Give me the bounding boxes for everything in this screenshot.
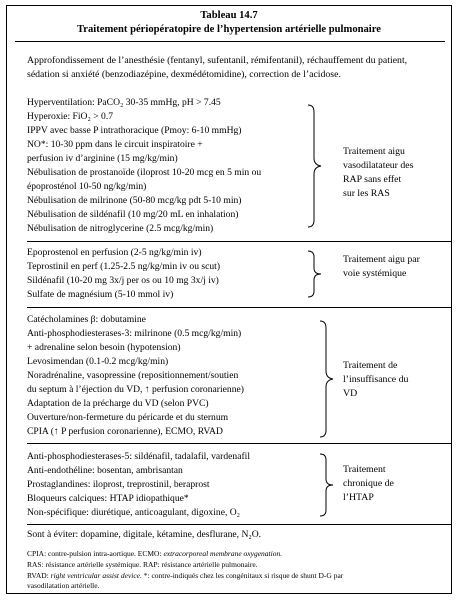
group1-label: sur les RAS: [343, 188, 390, 199]
footnote-ras-rap: RAS: résistance artérielle systémique. RAP: résistance artérielle pulmonaire.: [27, 560, 258, 569]
group2-item: Sildénafil (10-20 mg 3x/j per os ou 10 mg 3x/j iv): [27, 275, 219, 286]
separator: [27, 524, 452, 525]
group1-label: Traitement aigu: [343, 146, 405, 157]
group1-item: Hyperoxie: FiO₂ > 0.7: [27, 111, 114, 122]
separator: [27, 241, 452, 242]
group1-label: vasodilatateur des: [343, 160, 414, 171]
separator: [27, 443, 452, 444]
group3-label: VD: [343, 388, 358, 399]
group1-item: Nébulisation de prostanoïde (iloprost 10-20 mcg en 5 min ou: [27, 167, 262, 178]
table-title: Traitement périopératopire de l’hypertension artérielle pulmonaire: [77, 24, 381, 35]
intro-line: Approfondissement de l’anesthésie (fentanyl, sufentanil, rémifentanil), réchauffement du patient,: [27, 55, 408, 66]
footnote-ecmo-expansion: extracorporeal membrane oxygenation.: [163, 549, 283, 558]
footnote-cpia: CPIA: contre-pulsion intra-aortique. ECMO: extracorporeal membrane oxygenation.: [27, 549, 283, 558]
group3-item: + adrenaline selon besoin (hypotension): [27, 342, 181, 353]
group2-item: Sulfate de magnésium (5-10 mmol iv): [27, 289, 174, 300]
group2-label: voie systémique: [343, 268, 407, 279]
group3-brace: [317, 319, 337, 439]
group4-item: Bloqueurs calciques: HTAP idiopathique*: [27, 493, 189, 504]
group3-item: Anti-phosphodiesterases-3: milrinone (0.5 mcg/kg/min): [27, 328, 242, 339]
group3-item: Ouverture/non-fermeture du péricarde et du sternum: [27, 412, 229, 423]
group3-label: Traitement de: [343, 360, 398, 371]
group2-item: Teprostinil en perf (1.25-2.5 ng/kg/min iv ou scut): [27, 261, 221, 272]
footnote-rvad-expansion: right ventricular assist device.: [50, 571, 142, 580]
group1-label: RAP sans effet: [343, 174, 402, 185]
group3-item: Levosimendan (0.1-0.2 mcg/kg/min): [27, 356, 169, 367]
group2-label: Traitement aigu par: [343, 254, 420, 265]
group1-item: Nébulisation de sildénafil (10 mg/20 mL en inhalation): [27, 209, 239, 220]
title-rule: [15, 41, 445, 42]
group1-item: Hyperventilation: PaCO₂ 30-35 mmHg, pH > 7.45: [27, 97, 221, 108]
group3-item: Adaptation de la précharge du VD (selon PVC): [27, 398, 209, 409]
group4-item: Anti-endothéline: bosentan, ambrisantan: [27, 465, 183, 476]
table-frame: [6, 5, 452, 594]
group1-item: Nébulisation de nitroglycerine (2.5 mcg/kg/min): [27, 223, 214, 234]
group1-item: Nébulisation de milrinone (50-80 mcg/kg pdt 5-10 min): [27, 195, 242, 206]
group3-label: l’insuffisance du: [343, 374, 409, 385]
group1-item: époprosténol 10-50 ng/kg/min): [27, 181, 147, 192]
group3-item: Catécholamines β: dobutamine: [27, 314, 146, 325]
group1-item: perfusion iv d’arginine (15 mg/kg/min): [27, 153, 178, 164]
group3-item: du septum à l’éjection du VD, ↑ perfusion coronarienne): [27, 384, 244, 395]
group1-brace: [305, 103, 325, 229]
group3-item: Noradrénaline, vasopressine (repositionnement/soutien: [27, 370, 239, 381]
footnote-star-cont: vasodilatation artérielle.: [27, 581, 100, 590]
group4-item: Anti-phosphodiesterases-5: sildénafil, tadalafil, vardenafil: [27, 451, 250, 462]
table-number: Tableau 14.7: [200, 10, 258, 21]
group4-brace: [317, 452, 337, 518]
group4-item: Prostaglandines: iloprost, treprostinil, beraprost: [27, 479, 210, 490]
group4-label: l’HTAP: [343, 492, 374, 503]
separator: [27, 307, 452, 308]
group4-item: Non-spécifique: diurétique, anticoagulant, digoxine, O₂: [27, 507, 241, 518]
intro-line: sédation si anxiété (benzodiazépine, dexmédétomidine), correction de l’acidose.: [27, 69, 341, 80]
group2-brace: [305, 249, 325, 299]
group1-item: IPPV avec basse P intrathoracique (Pmoy: 6-10 mmHg): [27, 125, 242, 136]
group1-item: NO*: 10-30 ppm dans le circuit inspiratoire +: [27, 139, 203, 150]
footnote-rvad: RVAD: right ventricular assist device. *: contre-indiqués chez les congénitaux si risque de shunt D-G par: [27, 571, 344, 580]
avoid-note: Sont à éviter: dopamine, digitale, kétamine, desflurane, N₂O.: [27, 529, 262, 540]
group4-label: Traitement: [343, 464, 386, 475]
group4-label: chronique de: [343, 478, 394, 489]
group3-item: CPIA (↑ P perfusion coronarienne), ECMO, RVAD: [27, 426, 223, 437]
group2-item: Epoprostenol en perfusion (2-5 ng/kg/min iv): [27, 247, 202, 258]
